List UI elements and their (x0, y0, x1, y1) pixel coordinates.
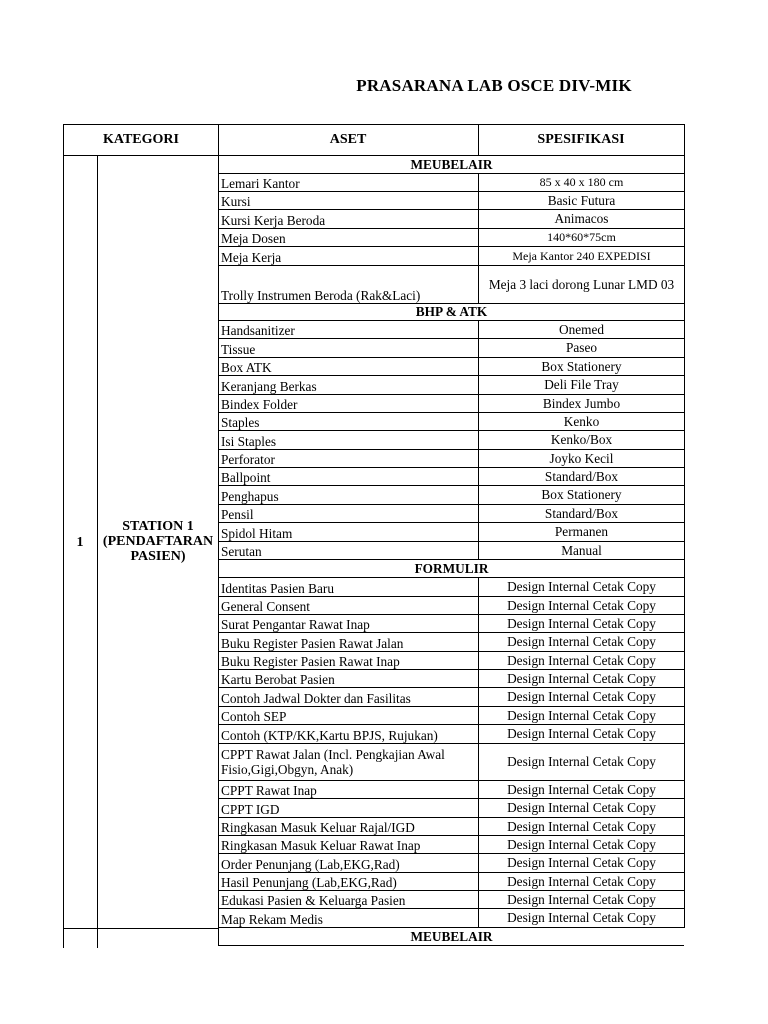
asset-name: Box ATK (218, 358, 478, 376)
asset-name: Kartu Berobat Pasien (218, 670, 478, 688)
asset-spec: Meja Kantor 240 EXPEDISI (478, 247, 685, 266)
category-row: MEUBELAIR (218, 156, 685, 174)
asset-name: Isi Staples (218, 431, 478, 450)
station-name: STATION 1 (PENDAFTARAN PASIEN) (102, 519, 214, 564)
asset-spec: Kenko (478, 413, 685, 431)
asset-spec: Design Internal Cetak Copy (478, 725, 685, 744)
station-number: 1 (76, 535, 84, 550)
asset-spec: 140*60*75cm (478, 229, 685, 247)
asset-name: Trolly Instrumen Beroda (Rak&Laci) (218, 266, 478, 304)
asset-name: Hasil Penunjang (Lab,EKG,Rad) (218, 873, 478, 891)
asset-spec: Design Internal Cetak Copy (478, 688, 685, 707)
asset-name: Lemari Kantor (218, 174, 478, 192)
asset-name: Penghapus (218, 486, 478, 505)
category-row: MEUBELAIR (218, 928, 684, 946)
asset-name: Map Rekam Medis (218, 909, 478, 928)
asset-name: CPPT Rawat Jalan (Incl. Pengkajian Awal Fisio,Gigi,Obgyn, Anak) (218, 744, 478, 781)
asset-spec: Onemed (478, 321, 685, 339)
next-section-left-border (63, 928, 64, 948)
header-spesifikasi: SPESIFIKASI (478, 124, 685, 156)
asset-spec: Design Internal Cetak Copy (478, 781, 685, 799)
asset-name: Tissue (218, 339, 478, 358)
asset-name: Handsanitizer (218, 321, 478, 339)
asset-spec: Standard/Box (478, 468, 685, 486)
asset-spec: Design Internal Cetak Copy (478, 597, 685, 615)
asset-name: CPPT Rawat Inap (218, 781, 478, 799)
asset-spec: Design Internal Cetak Copy (478, 578, 685, 597)
asset-name: Pensil (218, 505, 478, 523)
number-column-border (97, 156, 98, 929)
asset-spec: Joyko Kecil (478, 450, 685, 468)
asset-spec: Design Internal Cetak Copy (478, 891, 685, 909)
asset-spec: Bindex Jumbo (478, 395, 685, 413)
asset-name: Staples (218, 413, 478, 431)
next-section-number-border (97, 928, 98, 948)
asset-spec: Box Stationery (478, 486, 685, 505)
header-aset: ASET (218, 124, 479, 156)
asset-spec: Design Internal Cetak Copy (478, 799, 685, 818)
asset-name: Buku Register Pasien Rawat Jalan (218, 633, 478, 652)
asset-name: Ringkasan Masuk Keluar Rajal/IGD (218, 818, 478, 836)
asset-spec: Paseo (478, 339, 685, 358)
asset-spec: Design Internal Cetak Copy (478, 909, 685, 928)
asset-spec: Design Internal Cetak Copy (478, 873, 685, 891)
asset-name: Kursi (218, 192, 478, 210)
asset-name: Meja Kerja (218, 247, 478, 266)
asset-spec: Design Internal Cetak Copy (478, 670, 685, 688)
asset-name: Buku Register Pasien Rawat Inap (218, 652, 478, 670)
asset-spec: Design Internal Cetak Copy (478, 707, 685, 725)
asset-name: CPPT IGD (218, 799, 478, 818)
asset-spec: Standard/Box (478, 505, 685, 523)
asset-name: Contoh Jadwal Dokter dan Fasilitas (218, 688, 478, 707)
asset-name: Kursi Kerja Beroda (218, 210, 478, 229)
header-kategori: KATEGORI (63, 124, 219, 156)
asset-spec: Design Internal Cetak Copy (478, 633, 685, 652)
asset-spec: Design Internal Cetak Copy (478, 744, 685, 781)
category-row: BHP & ATK (218, 304, 685, 321)
page-title: PRASARANA LAB OSCE DIV-MIK (356, 76, 632, 95)
asset-spec: Design Internal Cetak Copy (478, 652, 685, 670)
asset-name: Surat Pengantar Rawat Inap (218, 615, 478, 633)
asset-name: Ballpoint (218, 468, 478, 486)
asset-spec: Box Stationery (478, 358, 685, 376)
asset-name: Keranjang Berkas (218, 376, 478, 395)
asset-spec: Design Internal Cetak Copy (478, 854, 685, 873)
asset-spec: Kenko/Box (478, 431, 685, 450)
asset-name: Contoh SEP (218, 707, 478, 725)
asset-name: Serutan (218, 542, 478, 560)
asset-spec: Permanen (478, 523, 685, 542)
asset-spec: Deli File Tray (478, 376, 685, 395)
asset-spec: 85 x 40 x 180 cm (478, 174, 685, 192)
asset-name: Edukasi Pasien & Keluarga Pasien (218, 891, 478, 909)
asset-spec: Design Internal Cetak Copy (478, 615, 685, 633)
asset-name: Order Penunjang (Lab,EKG,Rad) (218, 854, 478, 873)
asset-name: Ringkasan Masuk Keluar Rawat Inap (218, 836, 478, 854)
asset-name: Meja Dosen (218, 229, 478, 247)
asset-name: General Consent (218, 597, 478, 615)
asset-name: Contoh (KTP/KK,Kartu BPJS, Rujukan) (218, 725, 478, 744)
asset-name: Identitas Pasien Baru (218, 578, 478, 597)
asset-name: Spidol Hitam (218, 523, 478, 542)
asset-name: Perforator (218, 450, 478, 468)
asset-spec: Design Internal Cetak Copy (478, 818, 685, 836)
asset-spec: Animacos (478, 210, 685, 229)
asset-spec: Manual (478, 542, 685, 560)
asset-spec: Meja 3 laci dorong Lunar LMD 03 (478, 266, 685, 304)
station-bottom-border (63, 928, 219, 929)
category-row: FORMULIR (218, 560, 685, 578)
asset-spec: Basic Futura (478, 192, 685, 210)
asset-spec: Design Internal Cetak Copy (478, 836, 685, 854)
asset-name: Bindex Folder (218, 395, 478, 413)
